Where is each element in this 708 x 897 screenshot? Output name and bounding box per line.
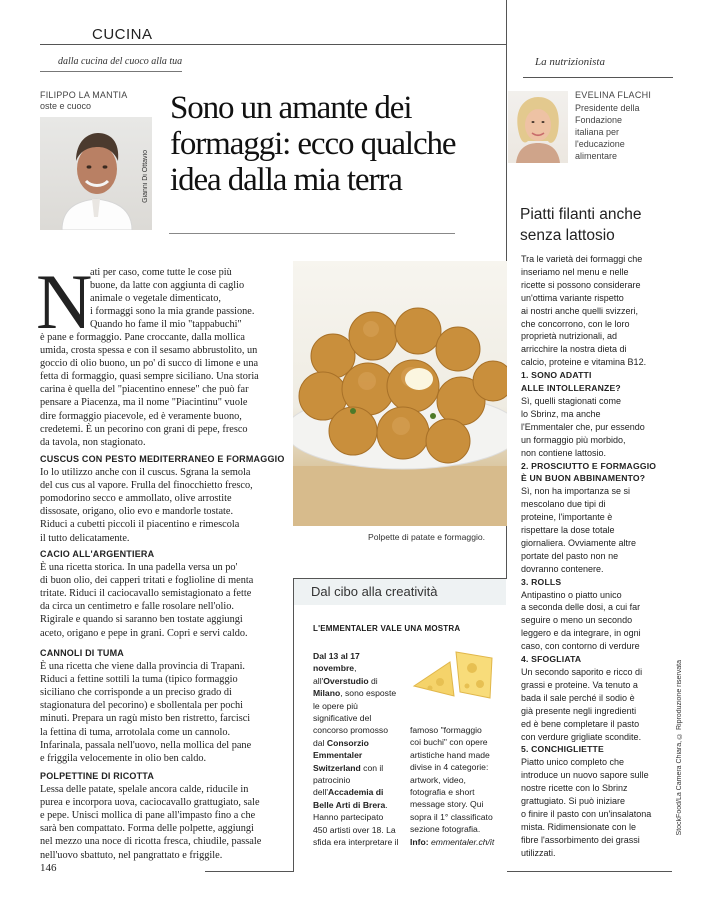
recipe-line: siciliano che corrisponde a un preciso grado di [40, 687, 232, 699]
recipe-line: e friggila velocemente in olio ben caldo. [40, 752, 207, 764]
sidebar-line: nostre ricette con lo Sbrinz [521, 783, 628, 794]
box-line-suffix: con il [360, 762, 384, 773]
box-line [313, 749, 399, 761]
box-line-suffix: di [368, 675, 378, 686]
recipe-cacio [40, 548, 253, 640]
sidebar-line: calcio, proteine e vitamina B12. [521, 357, 647, 368]
box-line [313, 836, 399, 848]
drop-cap: N [36, 258, 93, 345]
photo-credit: Gianni Di Ottavio [142, 150, 149, 203]
box-line-emphasis: Overstudio [323, 675, 369, 686]
box-line: artwork, video, [410, 774, 466, 785]
box-line-text: Emmentaler [313, 750, 363, 761]
sidebar-line: fibre l'assorbimento dei grassi [521, 834, 640, 845]
box-line [313, 774, 399, 786]
sidebar-point-title: 4. SFOGLIATA [521, 654, 582, 665]
intro-line: buone, da latte con aggiunta di caglio [90, 280, 245, 292]
box-line-suffix: . [385, 799, 388, 810]
recipe-line: Riduci a fettine sottili la tuma (tipico formaggio [40, 674, 238, 686]
box-line: divise in 4 categorie: [410, 762, 489, 773]
box-line: fotografia e short [410, 787, 475, 798]
recipe-title: POLPETTINE DI RICOTTA [40, 771, 155, 781]
info-box-subtitle: L'EMMENTALER VALE UNA MOSTRA [313, 624, 461, 633]
tagline: dalla cucina del cuoco alla tua [58, 56, 183, 67]
headline: Sono un amante dei formaggi: ecco qualche idea dalla mia terra [170, 90, 456, 198]
recipe-line: di buon olio, dei capperi tritati e foglioline di menta [40, 575, 254, 587]
photo-caption: Polpette di patate e formaggio. [368, 532, 486, 542]
intro-line: ati per caso, come tutte le cose più [90, 267, 232, 278]
box-line [313, 824, 399, 836]
sidebar-line: che concorrono, con le loro [521, 318, 630, 329]
nutritionist-portrait-illustration [508, 91, 568, 163]
nutritionist-name: EVELINA FLACHI [575, 90, 652, 100]
recipe-line: stagionatura del pecorino) e sbollentala per pochi [40, 700, 244, 712]
box-line: artistiche hand made [410, 749, 490, 760]
author-role: oste e cuoco [40, 101, 92, 111]
sidebar-line: Sì, non ha importanza se si [521, 486, 631, 497]
sidebar-line: grattugiato. Si può iniziare [521, 796, 626, 807]
box-line: message story. Qui [410, 799, 484, 810]
sidebar-point-title: 1. SONO ADATTI [521, 370, 592, 381]
recipe-line: il tutto delicatamente. [40, 532, 130, 544]
box-info-line [410, 836, 494, 848]
sidebar-point-title: ALLE INTOLLERANZE? [521, 383, 621, 394]
intro-line: Quando ho fame il mio "tappabuchi" [90, 319, 242, 331]
recipe-line: pomodorino secco e ammollato, olive arrostite [40, 493, 232, 505]
sidebar-line: grassi e proteine. Va tenuto a [521, 679, 638, 690]
box-line-text: Belle Arti di Brera [313, 799, 386, 810]
recipe-cuscus [40, 453, 285, 545]
recipe-line: dissosate, origano, olio evo e mandorle tostate. [40, 506, 234, 518]
cheese-photo [410, 646, 496, 708]
page-number: 146 [40, 862, 57, 874]
sidebar-line: bada il sale perché il sodio è [521, 692, 635, 703]
sidebar-line: Piatto unico completo che [521, 757, 625, 768]
recipe-line: nel mezzo una noce di ricotta fresca, chiudile, passale [40, 836, 262, 848]
sidebar-line: a seconda delle dosi, a cui far [521, 602, 641, 613]
box-line: coi buchi" con opere [410, 737, 488, 748]
box-line [313, 675, 399, 687]
sidebar-line: ai nostri anche quelli svizzeri, [521, 305, 639, 316]
sidebar-line: caso, con contorno di verdure [521, 641, 640, 652]
article-intro [90, 266, 254, 331]
box-line-text: dell' [313, 787, 329, 798]
sidebar-line: leggero e da integrare, in ogni [521, 628, 641, 639]
sidebar-line: utilizzati. [521, 847, 556, 858]
recipe-line: nell'uovo sbattuto, nel pangrattato e friggile. [40, 849, 223, 861]
sidebar-line: proteine, l'importante è [521, 512, 613, 523]
info-url[interactable]: emmentaler.ch/it [431, 836, 495, 847]
recipe-line: del cus cus al vapore. Frulla del finocchietto fresco, [40, 480, 253, 492]
column-divider [506, 0, 507, 270]
sidebar-line: introduce un nuovo sapore sulle [521, 770, 649, 781]
sidebar-point-title: 3. ROLLS [521, 576, 562, 587]
role-line: alimentare [575, 151, 618, 161]
nutritionist-label: La nutrizionista [535, 56, 605, 68]
box-line [313, 650, 399, 662]
sidebar-line: o finire il pasto con un'insalatona [521, 808, 652, 819]
box-line-text: Switzerland [313, 762, 361, 773]
recipe-cannoli [40, 647, 251, 765]
intro-line: umida, crosta spessa e con il sesamo abbrustolito, un [40, 345, 258, 357]
box-line-text: le opere più [313, 700, 358, 711]
role-line: Presidente della [575, 103, 640, 113]
recipe-line: da circa un centimetro e falle rosolare nell'olio. [40, 601, 234, 613]
sidebar-point-title: È UN BUON ABBINAMENTO? [521, 473, 646, 484]
box-line [313, 762, 399, 774]
box-line-suffix: , [354, 663, 357, 674]
box-line [313, 811, 399, 823]
sidebar-line: Tra le varietà dei formaggi che [521, 254, 643, 264]
recipe-line: minuti. Prepara un ragù misto ben ristretto, farcisci [40, 713, 251, 725]
box-line-text: Milano [313, 688, 341, 699]
chef-photo [40, 117, 152, 230]
box-line-text: concorso promosso [313, 725, 388, 736]
headline-rule [169, 233, 455, 234]
header-rule [40, 44, 506, 45]
section-title: CUCINA [92, 26, 153, 43]
rights-notice: StockFood/La Camera Chiara, © Riproduzione riservata [676, 660, 683, 836]
intro-line: i formaggi sono la mia grande passione. [90, 306, 255, 318]
recipe-title: CANNOLI DI TUMA [40, 648, 124, 658]
recipe-line: Infarinala, passala nell'uovo, nella mollica del pane [40, 739, 252, 751]
box-line-emphasis: Accademia di [328, 787, 384, 798]
sidebar-line: seguire o meno un secondo [521, 615, 633, 626]
sidebar-line: Antipastino o piatto unico [521, 589, 622, 600]
sidebar-line: l'Emmentaler che, pur essendo [521, 421, 645, 432]
sidebar-line: Sì, quelli stagionati come [521, 395, 622, 406]
intro-line: credetemi. È un pecorino con grani di pepe, fresco [40, 423, 248, 435]
intro-line: pensare a Piacenza, ma il nome "Piacintinu" vuole [40, 397, 248, 409]
author-name: FILIPPO LA MANTIA [40, 90, 128, 100]
box-line [313, 700, 399, 712]
sidebar-line: dovranno contenere. [521, 563, 604, 574]
sidebar-line: rispettare la dose totale [521, 525, 615, 536]
recipe-line: tritate. Riduci il caciocavallo semistagionato a fette [40, 588, 252, 600]
sidebar-line: Un secondo saporito e ricco di [521, 667, 643, 677]
sidebar-line: ricette si possono considerare [521, 279, 641, 290]
sidebar-title [520, 204, 670, 246]
recipe-line: la fettina di tuma, arrotolala come un cannolo. [40, 726, 231, 738]
article-intro-rest [40, 331, 259, 449]
intro-line: carina è quella del "piacentino ennese" che può far [40, 384, 249, 396]
sidebar-line: un'ottima variante rispetto [521, 292, 624, 303]
box-line-emphasis: Consorzio [326, 737, 369, 748]
sidebar-line: ed è bene completare il pasto [521, 718, 640, 729]
recipe-line: e pepe. Unisci mollica di pane all'impasto fino a che [40, 810, 256, 822]
recipe-line: purea e incorpora uova, caciocavallo grattugiato, sale [40, 797, 260, 809]
box-line [313, 712, 399, 724]
box-line-text: 450 artisti over 18. La [313, 824, 396, 835]
role-line: italiana per [575, 127, 620, 137]
intro-line: animale o vegetale dimenticato, [90, 293, 221, 305]
intro-line: fetta di formaggio, quasi sempre siciliano. Una storia [40, 371, 259, 383]
sidebar-line: un formaggio più morbido, [521, 434, 626, 445]
info-box-col2 [410, 724, 494, 848]
food-photo [293, 261, 507, 526]
box-line [313, 737, 399, 749]
info-box-title: Dal cibo alla creatività [311, 584, 438, 599]
nutritionist-photo [508, 91, 568, 163]
recipe-line: Io lo utilizzo anche con il cuscus. Sgrana la semola [40, 467, 251, 479]
intro-line: goccio di olio buono, un po' di succo di limone e una [40, 358, 259, 370]
recipe-title: CUSCUS CON PESTO MEDITERRANEO E FORMAGGIO [40, 454, 285, 464]
box-line-suffix: , sono esposte [340, 688, 397, 699]
recipe-line: Riduci a cubetti piccoli il piacentino e rimescola [40, 519, 240, 531]
recipe-line: sarà ben compattato. Forma delle polpette, aggiungi [40, 823, 254, 835]
sidebar-line: non contiene lattosio. [521, 447, 607, 458]
box-line-text: dal [313, 737, 327, 748]
sidebar-line: giornaliera. Ovviamente altre [521, 537, 637, 548]
role-line: Fondazione [575, 115, 623, 125]
box-line: sopra il 1° classificato [410, 811, 493, 822]
box-line-text: patrocinio [313, 775, 351, 786]
box-line [313, 786, 399, 798]
box-line-text: sfida era interpretare il [313, 837, 399, 848]
sidebar-line: inseriamo nel menu e nelle [521, 266, 629, 277]
chef-portrait-illustration [40, 117, 152, 230]
recipe-line: È una ricetta storica. In una padella versa un po' [40, 562, 238, 574]
box-line-text: Hanno partecipato [313, 812, 384, 823]
nutri-rule [523, 77, 673, 78]
cheese-wedges-illustration [410, 646, 496, 708]
intro-line: dire formaggio piacevole, ed è veramente buono, [40, 410, 242, 422]
recipe-line: Rigirale e quando si saranno ben tostate aggiungi [40, 614, 243, 626]
sidebar-line: lo Sbrinz, ma anche [521, 408, 601, 419]
sidebar-line: proprietà nutrizionali, ad [521, 331, 618, 342]
box-line [313, 687, 399, 699]
intro-line: è pane e formaggio. Pane croccante, dalla mollica [40, 332, 245, 343]
sidebar-line: mescolano due tipi di [521, 499, 606, 510]
bottom-rule-right [506, 871, 672, 872]
box-line-text: novembre [313, 663, 355, 674]
sidebar-point-title: 5. CONCHIGLIETTE [521, 744, 604, 755]
recipe-line: aceto, origano e pepe in grani. Copri e servi caldo. [40, 627, 248, 639]
box-line [313, 662, 399, 674]
sidebar-line: con verdure grigliate scondite. [521, 731, 642, 742]
nutritionist-role [575, 102, 655, 162]
sidebar-line: già presente negli ingredienti [521, 705, 637, 716]
sidebar-line: arricchire la nostra dieta di [521, 344, 627, 355]
recipe-polpettine [40, 770, 261, 862]
info-box-col1 [313, 650, 399, 849]
box-line: sezione fotografia. [410, 824, 481, 835]
recipe-line: Lessa delle patate, spelale ancora calde, riducile in [40, 784, 249, 796]
box-line [313, 799, 399, 811]
box-line: famoso "formaggio [410, 725, 482, 735]
sidebar-title-line: Piatti filanti anche [520, 206, 642, 223]
box-line [313, 724, 399, 736]
box-line-text: all' [313, 675, 324, 686]
intro-line: da tavola, non stagionato. [40, 436, 146, 448]
box-line-text: significative del [313, 713, 372, 724]
info-label: Info: [410, 836, 429, 847]
croquettes-illustration [293, 261, 507, 526]
recipe-line: È una ricetta che viene dalla provincia di Trapani. [40, 661, 246, 673]
recipe-title: CACIO ALL'ARGENTIERA [40, 549, 155, 559]
sidebar-line: portate del pasto non ne [521, 550, 619, 561]
tagline-rule [40, 71, 182, 72]
sidebar-body [521, 253, 671, 860]
role-line: l'educazione [575, 139, 625, 149]
sidebar-title-line: senza lattosio [520, 227, 615, 244]
sidebar-point-title: 2. PROSCIUTTO E FORMAGGIO [521, 460, 657, 471]
box-line-text: Dal 13 al 17 [313, 651, 360, 661]
sidebar-line: mista. Ridimensionate con le [521, 821, 637, 832]
